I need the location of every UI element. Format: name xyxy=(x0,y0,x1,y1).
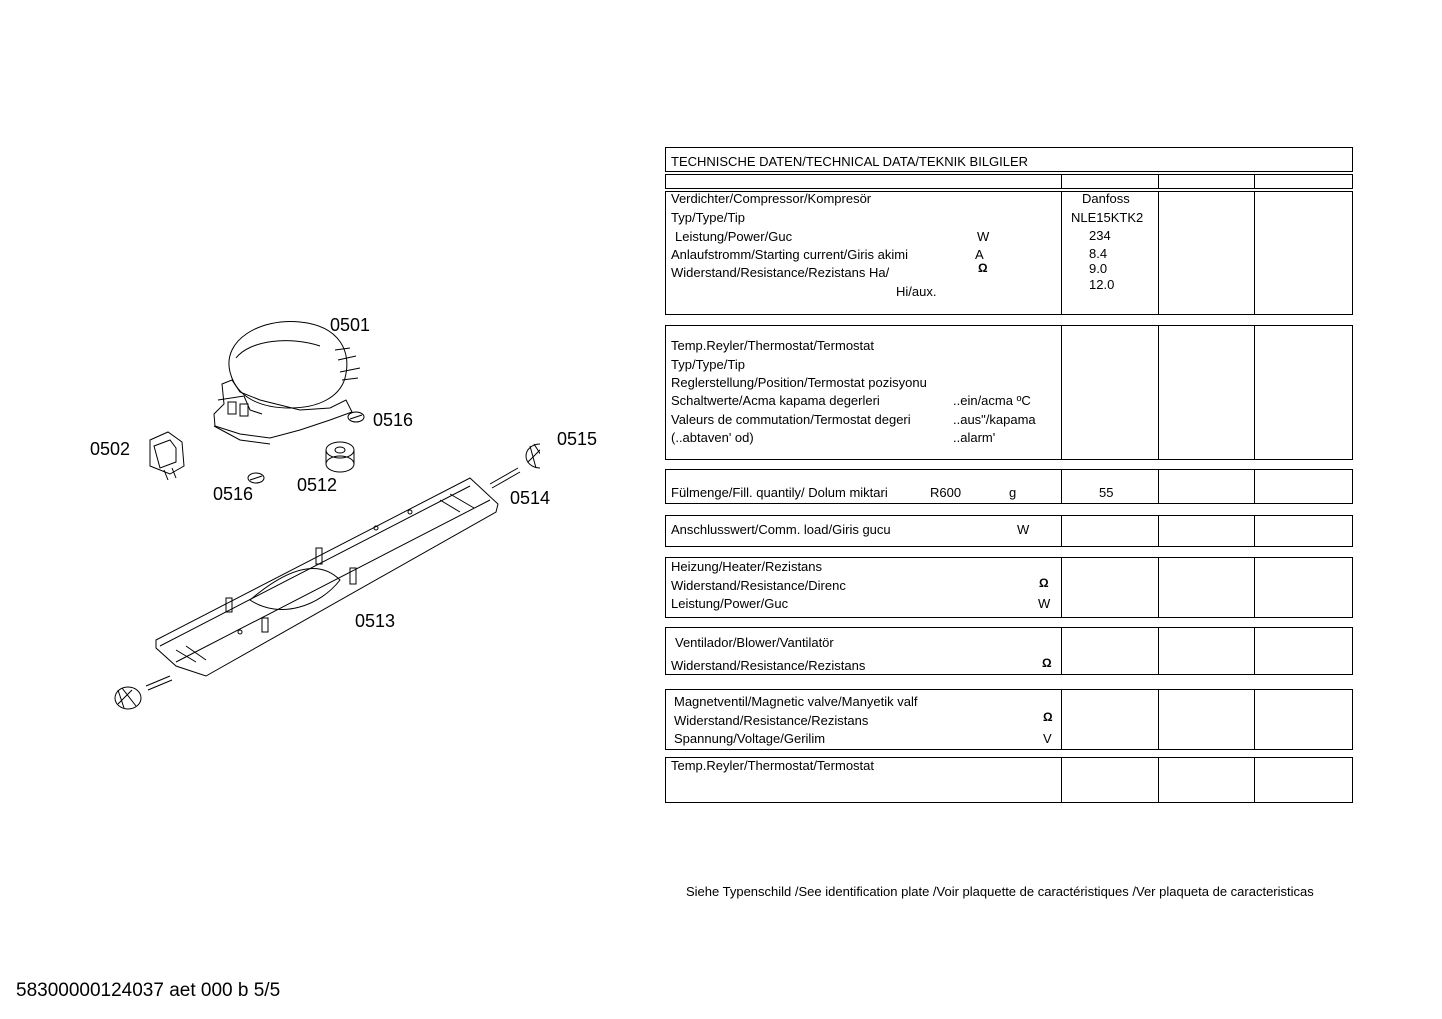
unit-ohm: Ω xyxy=(978,261,988,275)
unit-ohm: Ω xyxy=(1043,710,1053,724)
thermostat-label: Temp.Reyler/Thermostat/Termostat xyxy=(671,338,875,353)
unit-ohm: Ω xyxy=(1042,656,1052,670)
fill-quantity-value: 55 xyxy=(1099,485,1114,500)
foot-part xyxy=(115,687,141,709)
heater-power-label: Leistung/Power/Guc xyxy=(671,596,789,611)
heater-resistance-label: Widerstand/Resistance/Direnc xyxy=(671,578,846,593)
identification-plate-note: Siehe Typenschild /See identification plate /Voir plaquette de caractéristiques /Ver plaqueta de caracteristicas xyxy=(686,884,1314,899)
connected-load-label: Anschlusswert/Comm. load/Giris gucu xyxy=(671,522,891,537)
unit-watt: W xyxy=(977,229,990,244)
relay-part xyxy=(150,432,184,480)
valve-resistance-label: Widerstand/Resistance/Rezistans xyxy=(674,713,869,728)
table-title: TECHNISCHE DATEN/TECHNICAL DATA/TEKNIK BILGILER xyxy=(671,154,1029,169)
thermostat-on-label: ..ein/acma ºC xyxy=(953,393,1031,408)
thermostat2-label: Temp.Reyler/Thermostat/Termostat xyxy=(671,758,875,773)
table-header-row xyxy=(665,174,1353,189)
heater-label: Heizung/Heater/Rezistans xyxy=(671,559,823,574)
callout-label: 0513 xyxy=(355,611,396,631)
valve-label: Magnetventil/Magnetic valve/Manyetik valf xyxy=(674,694,918,709)
compressor-type-value: NLE15KTK2 xyxy=(1071,210,1144,225)
fill-quantity-label: Fülmenge/Fill. quantily/ Dolum miktari xyxy=(671,485,888,500)
unit-gram: g xyxy=(1009,485,1017,500)
thermostat-off-label: ..aus"/kapama xyxy=(953,412,1036,427)
base-plate-part xyxy=(156,478,498,676)
foot-part xyxy=(526,444,540,468)
pin-part xyxy=(146,676,172,690)
thermostat-defrost-label: (..abtaven' od) xyxy=(671,430,754,445)
document-id: 58300000124037 aet 000 b 5/5 xyxy=(16,980,281,1001)
compressor-resistance-aux-value: 12.0 xyxy=(1089,277,1115,292)
grommet-part xyxy=(326,442,354,472)
unit-watt: W xyxy=(1017,522,1030,537)
parts-exploded-drawing xyxy=(80,300,540,730)
compressor-type-label: Typ/Type/Tip xyxy=(671,210,745,225)
compressor-part xyxy=(214,322,360,444)
thermostat-alarm-label: ..alarm' xyxy=(953,430,996,445)
compressor-power-label: Leistung/Power/Guc xyxy=(675,229,793,244)
compressor-label: Verdichter/Compressor/Kompresör xyxy=(671,191,872,206)
compressor-resistance-main-value: 9.0 xyxy=(1089,261,1108,276)
compressor-brand-value: Danfoss xyxy=(1082,191,1130,206)
blower-label: Ventilador/Blower/Vantilatör xyxy=(675,635,834,650)
callout-label: 0514 xyxy=(510,488,551,508)
compressor-current-label: Anlaufstromm/Starting current/Giris akimi xyxy=(671,247,908,262)
unit-watt: W xyxy=(1038,596,1051,611)
pin-part xyxy=(490,468,520,488)
callout-label: 0515 xyxy=(557,429,598,449)
unit-ohm: Ω xyxy=(1039,576,1049,590)
refrigerant-label: R600 xyxy=(930,485,962,500)
thermostat-type-label: Typ/Type/Tip xyxy=(671,357,745,372)
thermostat-switch-label: Schaltwerte/Acma kapama degerleri xyxy=(671,393,880,408)
unit-ampere: A xyxy=(975,247,984,262)
unit-volt: V xyxy=(1043,731,1052,746)
callout-label: 0501 xyxy=(330,315,371,335)
thermostat-values-label: Valeurs de commutation/Termostat degeri xyxy=(671,412,911,427)
compressor-power-value: 234 xyxy=(1089,228,1111,243)
blower-resistance-label: Widerstand/Resistance/Rezistans xyxy=(671,658,866,673)
callout-label: 0516 xyxy=(213,484,254,504)
compressor-current-value: 8.4 xyxy=(1089,246,1108,261)
callout-label: 0516 xyxy=(373,410,414,430)
callout-label: 0502 xyxy=(90,439,131,459)
compressor-aux-label: Hi/aux. xyxy=(896,284,937,299)
thermostat-position-label: Reglerstellung/Position/Termostat pozisyonu xyxy=(671,375,927,390)
valve-voltage-label: Spannung/Voltage/Gerilim xyxy=(674,731,826,746)
compressor-resistance-label: Widerstand/Resistance/Rezistans Ha/ xyxy=(671,265,890,280)
callout-label: 0512 xyxy=(297,475,338,495)
